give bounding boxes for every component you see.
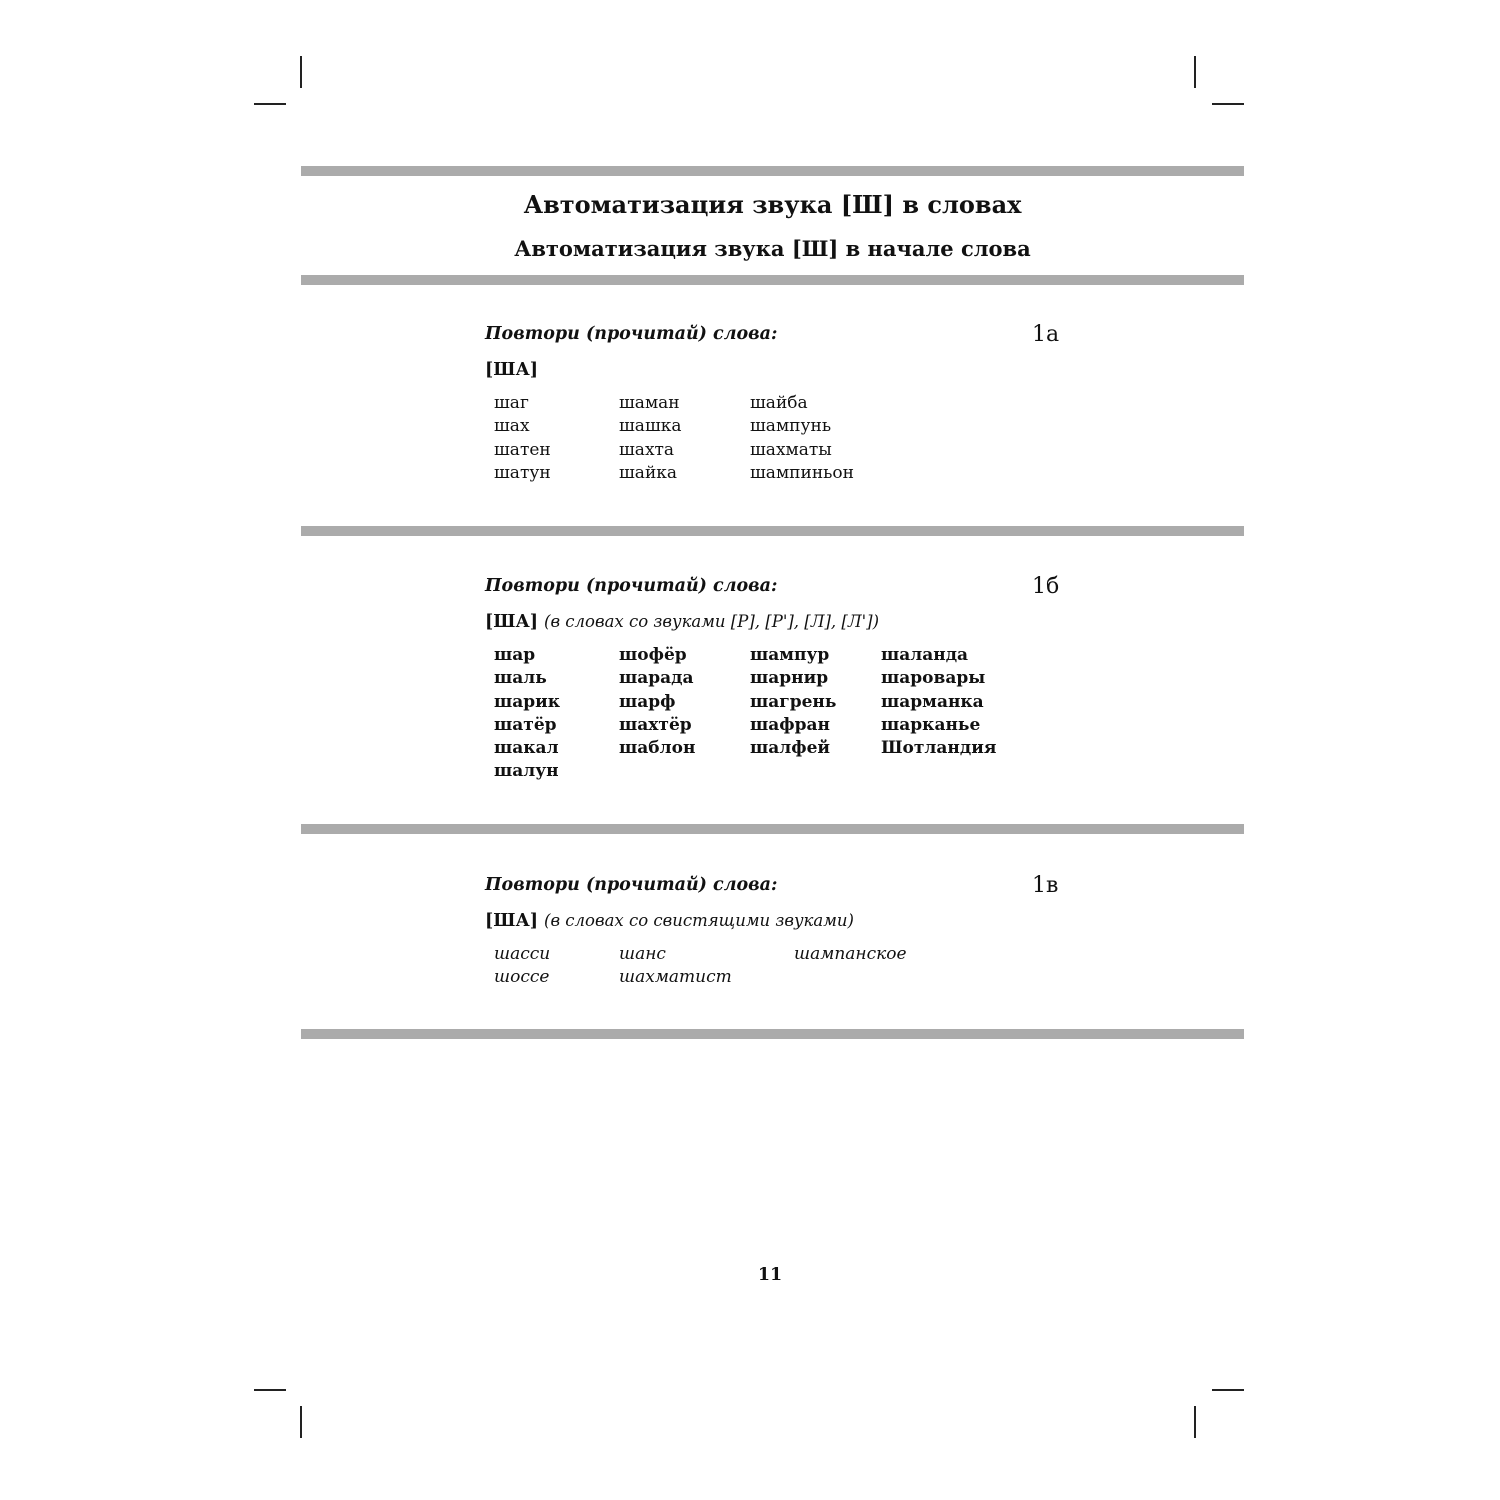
page-number: 11 [757,1265,783,1285]
word: шанс [619,944,666,964]
word: шарада [619,668,694,689]
word: шахматист [619,967,732,988]
crop-mark-top-left [300,56,302,88]
word-column [619,644,695,760]
word: шампур [750,645,830,665]
word: шакал [494,738,559,759]
word: шарканье [881,714,981,735]
word: шар [494,645,536,665]
word-column [794,943,907,966]
word-column [750,644,836,760]
crop-mark-bottom-right [1212,1389,1244,1391]
word: шарик [494,691,561,712]
word-column [750,392,854,485]
page-subtitle: Автоматизация звука [Ш] в начале слова [514,236,1031,261]
word: шофёр [619,645,687,665]
crop-mark-top-right [1194,56,1196,88]
exercise-section-1v [485,875,1085,1095]
word: шафран [750,714,830,735]
syllable-note: (в словах со свистящими звуками) [544,911,854,930]
word: шарманка [881,691,984,712]
syllable-label [485,360,538,380]
word: шампанское [794,944,907,964]
word: шампиньон [750,462,854,483]
word: шалфей [750,738,831,759]
word: Шотландия [881,738,997,759]
word-column [494,644,560,784]
word: шампунь [750,416,832,437]
instruction: Повтори (прочитай) слова: [485,875,778,895]
word: шайба [750,393,808,413]
word: шайка [619,462,678,483]
word-column [494,392,551,485]
exercise-number: 1в [1032,873,1059,898]
word: шахтёр [619,714,692,735]
exercise-section-1a [485,324,1085,544]
word: шаг [494,393,529,413]
word: шатен [494,439,551,460]
crop-mark-bottom-left [300,1406,302,1438]
word: шоссе [494,967,550,988]
exercise-number: 1а [1032,322,1060,347]
syllable: [ША] [485,360,539,380]
instruction: Повтори (прочитай) слова: [485,324,778,344]
exercise-number: 1б [1032,574,1060,599]
word: шахта [619,439,675,460]
syllable: [ША] [485,612,539,632]
crop-mark-bottom-left [254,1389,286,1391]
syllable: [ША] [485,911,539,931]
syllable-note: (в словах со звуками [Р], [Р'], [Л], [Л']) [544,612,880,631]
header-rule-top [301,166,1244,176]
crop-mark-bottom-right [1194,1406,1196,1438]
crop-mark-top-left [254,103,286,105]
word-column [619,943,732,990]
word: шаровары [881,668,986,689]
word: шах [494,416,530,437]
word: шаль [494,668,547,689]
word: шагрень [750,691,837,712]
word: шарф [619,691,676,712]
word: шатёр [494,714,557,735]
word: шасси [494,944,551,964]
header-rule-bottom [301,275,1244,285]
word-column [881,644,996,760]
word: шаланда [881,645,969,665]
word: шарнир [750,668,829,689]
word: шаблон [619,738,696,759]
word: шаман [619,393,680,413]
syllable-label [485,612,879,632]
syllable-label [485,911,854,931]
exercise-section-1b [485,576,1085,796]
section-divider [301,526,1244,536]
word: шалун [494,761,559,782]
word-column [619,392,682,485]
word: шатун [494,462,551,483]
section-divider [301,824,1244,834]
section-divider [301,1029,1244,1039]
crop-mark-top-right [1212,103,1244,105]
page-title: Автоматизация звука [Ш] в словах [523,190,1022,219]
word: шашка [619,416,682,437]
word: шахматы [750,439,832,460]
instruction: Повтори (прочитай) слова: [485,576,778,596]
word-column [494,943,550,990]
